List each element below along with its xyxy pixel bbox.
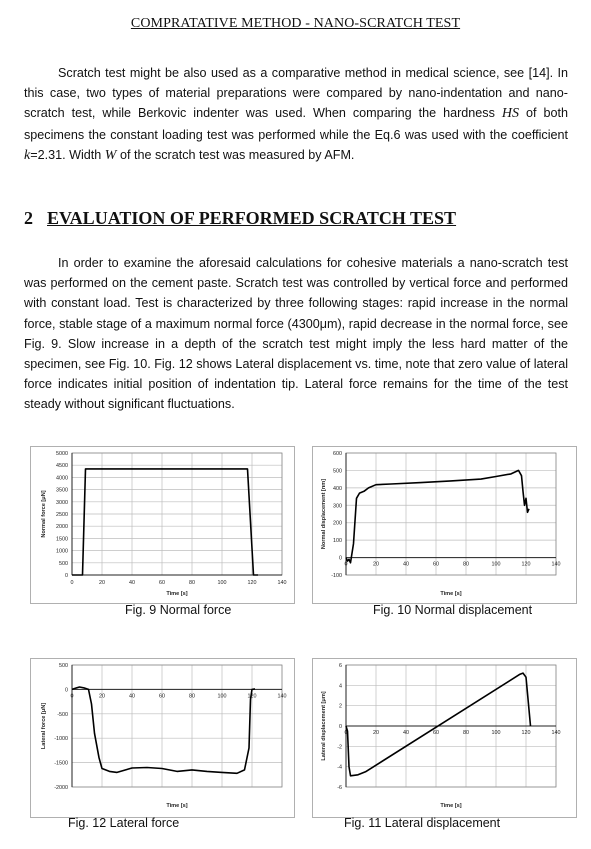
x-tick-label: 120 — [247, 693, 257, 700]
x-tick-label: 80 — [463, 730, 469, 736]
fig9-caption: Fig. 9 Normal force — [125, 603, 232, 617]
y-tick-label: -6 — [337, 785, 342, 791]
x-tick-label: 140 — [551, 561, 561, 568]
evaluation-paragraph: In order to examine the aforesaid calculations for cohesive materials a nano-scratch test was performed on the cement paste. Scratch test was controlled by vertical force and performed with constant load. Test is characterized by three following stages: rapid increase in the normal force, stable stage of a maximum normal force (4300μm), rapid decrease in the normal force, see Fig. 9. Slow increase in a depth of the scratch test might imply the less hard matter of the specimen, see Fig. 10. Fig. 12 shows Lateral displacement vs. time, note that zero value of lateral force indicates initial position of indentation tip. Lateral force remains for the time of the test steady without significant fluctuations. — [24, 256, 568, 412]
x-tick-label: 80 — [463, 561, 469, 568]
fig10-normal-displacement-chart — [312, 446, 577, 604]
y-tick-label: 1500 — [56, 536, 68, 543]
y-tick-label: -2 — [337, 744, 342, 751]
x-tick-label: 0 — [344, 561, 348, 568]
fig11-lateral-displacement-chart — [312, 658, 577, 818]
x-tick-label: 100 — [491, 730, 501, 736]
fig12-lateral-force-chart — [30, 658, 295, 818]
chart-frame — [313, 659, 577, 818]
x-tick-label: 100 — [217, 693, 227, 700]
y-tick-label: 2500 — [56, 512, 68, 518]
x-tick-label: 140 — [277, 693, 287, 700]
x-tick-label: 60 — [159, 580, 165, 586]
x-tick-label: 120 — [521, 730, 531, 736]
x-tick-label: 120 — [247, 580, 257, 586]
x-tick-label: 100 — [491, 561, 501, 568]
y-tick-label: 400 — [333, 485, 342, 492]
section-heading — [24, 208, 456, 229]
x-axis-label: Time [s] — [440, 803, 462, 809]
y-tick-label: 500 — [333, 468, 342, 475]
y-tick-label: 100 — [333, 538, 342, 545]
fig9-normal-force-chart — [30, 446, 295, 604]
x-tick-label: 40 — [403, 561, 409, 568]
x-tick-label: 120 — [521, 561, 531, 568]
y-tick-label: 5000 — [56, 451, 68, 457]
page-header: COMPRATATIVE METHOD - NANO-SCRATCH TEST — [130, 16, 461, 31]
x-tick-label: 140 — [551, 730, 561, 736]
y-tick-label: 0 — [65, 573, 68, 579]
x-axis-label: Time [s] — [440, 591, 462, 597]
x-tick-label: 60 — [433, 730, 439, 736]
y-tick-label: -4 — [337, 764, 342, 771]
fig10-caption: Fig. 10 Normal displacement — [373, 603, 533, 617]
y-tick-label: -1000 — [54, 736, 68, 743]
x-axis-label: Time [s] — [166, 803, 188, 809]
x-tick-label: 40 — [129, 580, 135, 586]
y-axis-label: Lateral displacement [μm] — [321, 691, 327, 761]
intro-paragraph: Scratch test might be also used as a comparative method in medical science, see [14]. In this case, two types of material preparations were compared by nano-indentation and nano-scratch test, while Berkovic indenter was used. When comparing the hardness HS of both specimens the constant loading test was performed while the Eq.6 was used with the coefficient k=2.31. Width W of the scratch test was measured by AFM. — [24, 66, 568, 163]
x-tick-label: 80 — [189, 693, 195, 700]
x-tick-label: 0 — [344, 730, 348, 736]
x-tick-label: 20 — [99, 580, 105, 586]
x-tick-label: 60 — [433, 561, 439, 568]
section-title: EVALUATION OF PERFORMED SCRATCH TEST — [47, 208, 457, 228]
x-tick-label: 40 — [129, 693, 135, 700]
x-tick-label: 80 — [189, 580, 195, 586]
y-tick-label: 6 — [339, 663, 342, 669]
x-tick-label: 20 — [99, 693, 105, 700]
fig12-caption: Fig. 12 Lateral force — [68, 816, 180, 830]
y-tick-label: 2000 — [56, 524, 68, 531]
y-tick-label: 1000 — [56, 548, 68, 555]
x-axis-label: Time [s] — [166, 591, 188, 597]
y-tick-label: 300 — [333, 503, 342, 510]
y-tick-label: 500 — [59, 663, 68, 669]
x-tick-label: 0 — [70, 580, 74, 586]
y-tick-label: 3500 — [56, 487, 68, 494]
y-tick-label: -500 — [57, 711, 68, 718]
fig11-caption: Fig. 11 Lateral displacement — [344, 816, 501, 830]
y-tick-label: 0 — [339, 555, 342, 562]
y-tick-label: -1500 — [54, 760, 68, 767]
x-tick-label: 0 — [70, 693, 74, 700]
x-tick-label: 60 — [159, 693, 165, 700]
x-tick-label: 140 — [277, 580, 287, 586]
y-tick-label: 0 — [339, 724, 342, 730]
y-tick-label: 0 — [65, 687, 68, 694]
y-tick-label: 4 — [339, 683, 342, 690]
y-tick-label: 200 — [333, 520, 342, 527]
x-tick-label: 40 — [403, 730, 409, 736]
x-tick-label: 20 — [373, 730, 379, 736]
y-axis-label: Lateral force [μN] — [41, 702, 47, 750]
y-tick-label: 3000 — [56, 499, 68, 506]
x-tick-label: 100 — [217, 580, 227, 586]
y-tick-label: 2 — [339, 703, 342, 710]
y-axis-label: Normal displacement [nm] — [321, 478, 327, 550]
y-tick-label: 600 — [333, 451, 342, 457]
y-tick-label: 4500 — [56, 463, 68, 470]
chart-frame — [313, 447, 577, 604]
section-number: 2 — [24, 208, 33, 228]
y-axis-label: Normal force [μN] — [41, 490, 47, 538]
x-tick-label: 20 — [373, 561, 379, 568]
y-tick-label: -2000 — [54, 785, 68, 791]
y-tick-label: -100 — [331, 573, 342, 579]
y-tick-label: 4000 — [56, 475, 68, 482]
y-tick-label: 500 — [59, 560, 68, 567]
